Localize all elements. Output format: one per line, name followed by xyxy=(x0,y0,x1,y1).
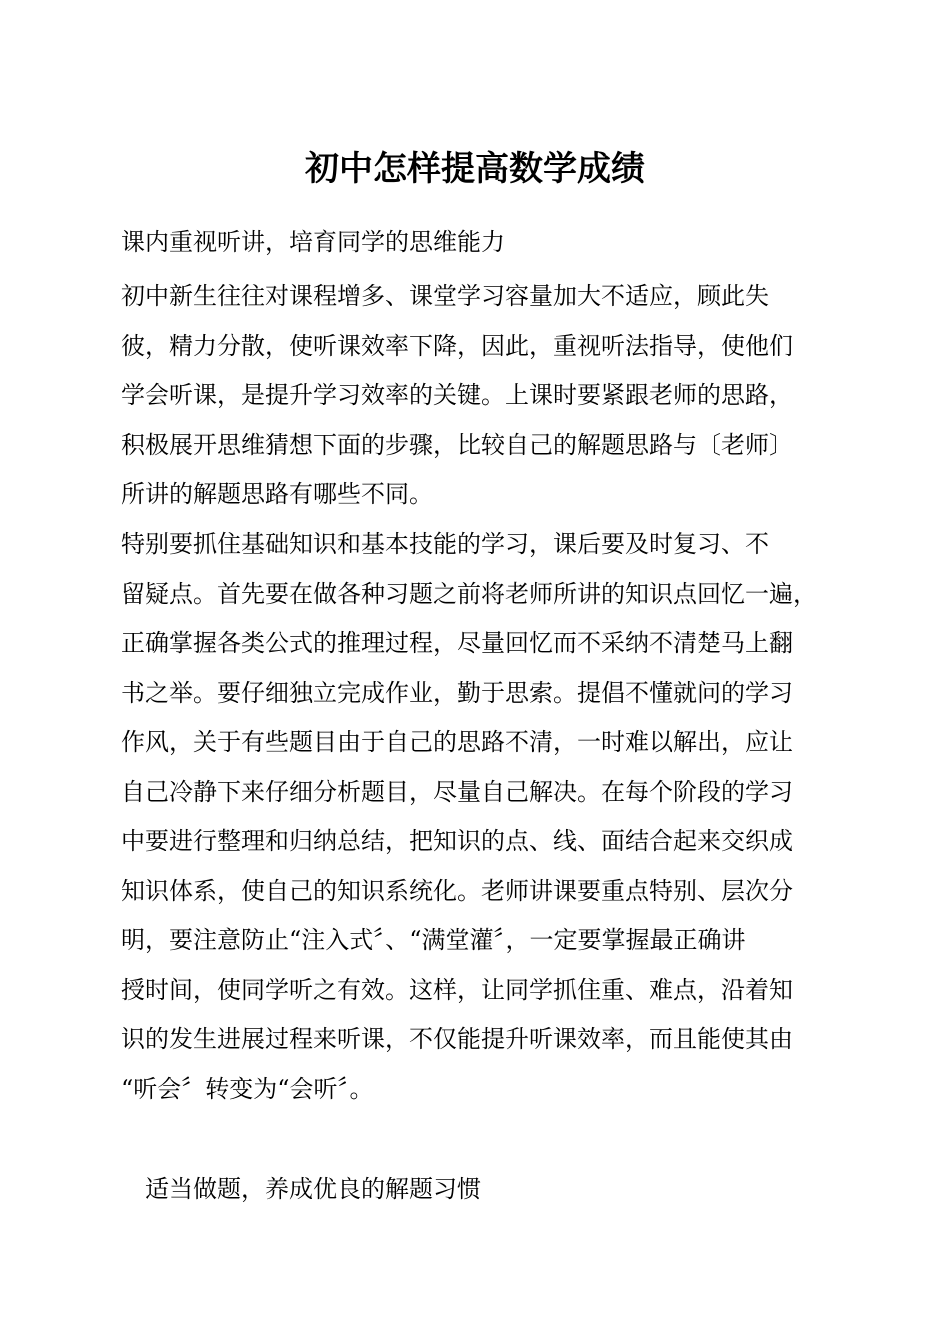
paragraph-line: 自己冷静下来仔细分析题目，尽量自己解决。在每个阶段的学习 xyxy=(121,777,793,806)
section-heading-exercises: 适当做题，养成优良的解题习惯 xyxy=(145,1175,481,1203)
paragraph-line: 正确掌握各类公式的推理过程，尽量回忆而不采纳不清楚马上翻 xyxy=(121,629,793,657)
paragraph-basics xyxy=(121,520,841,1114)
paragraph-line: 特别要抓住基础知识和基本技能的学习，课后要及时复习、不 xyxy=(121,530,769,558)
paragraph-listening xyxy=(121,272,841,520)
paragraph-line: 书之举。要仔细独立完成作业，勤于思索。提倡不懂就问的学习 xyxy=(121,678,793,707)
paragraph-line: 初中新生往往对课程增多、课堂学习容量加大不适应，顾此失 xyxy=(121,282,769,310)
paragraph-line: 作风，关于有些题目由于自己的思路不清，一时难以解出，应让 xyxy=(121,728,793,756)
paragraph-line: 学会听课，是提升学习效率的关键。上课时要紧跟老师的思路， xyxy=(121,381,793,409)
page-title: 初中怎样提高数学成绩 xyxy=(305,149,645,189)
paragraph-line: 识的发生进展过程来听课，不仅能提升听课效率，而且能使其由 xyxy=(121,1025,793,1053)
paragraph-line: 授时间，使同学听之有效。这样，让同学抓住重、难点，沿着知 xyxy=(121,975,793,1004)
section-heading-listening: 课内重视听讲，培育同学的思维能力 xyxy=(121,228,505,256)
paragraph-line: 中要进行整理和归纳总结，把知识的点、线、面结合起来交织成 xyxy=(121,827,793,855)
paragraph-line: 彼，精力分散，使听课效率下降，因此，重视听法指导，使他们 xyxy=(121,331,793,360)
paragraph-line: 所讲的解题思路有哪些不同。 xyxy=(121,480,433,508)
paragraph-line: 知识体系，使自己的知识系统化。老师讲课要重点特别、层次分 xyxy=(121,876,793,905)
paragraph-line: 明，要注意防止“注入式〞、“满堂灌〞，一定要掌握最正确讲 xyxy=(121,926,746,954)
paragraph-line: “听会〞转变为“会听〞。 xyxy=(121,1074,374,1103)
paragraph-line: 留疑点。首先要在做各种习题之前将老师所讲的知识点回忆一遍， xyxy=(121,579,817,608)
paragraph-line: 积极展开思维猜想下面的步骤，比较自己的解题思路与〔老师〕 xyxy=(121,430,793,459)
